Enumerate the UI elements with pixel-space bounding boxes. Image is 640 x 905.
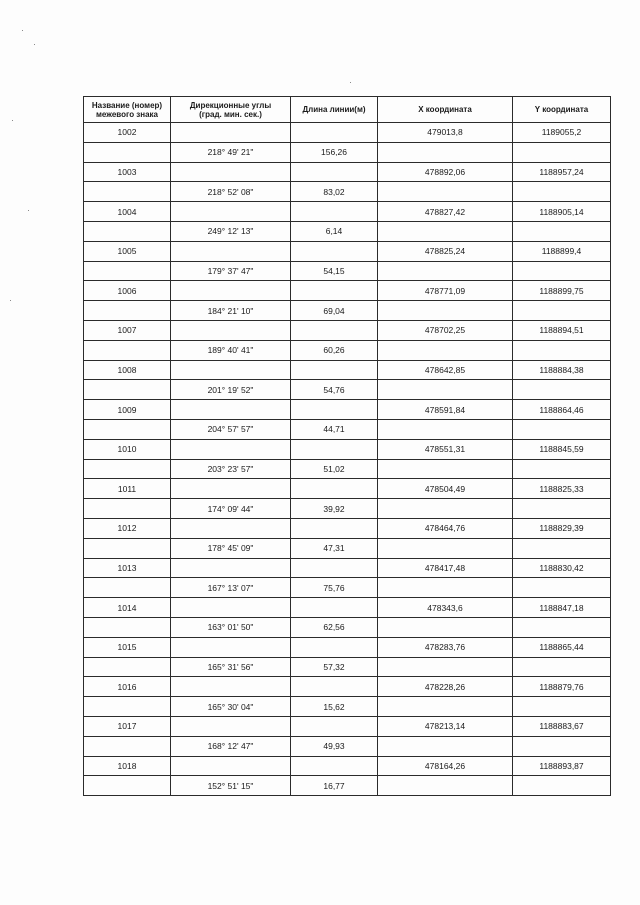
header-marker-name-line1: Название (номер) [91,100,163,110]
line-length-cell: 6,14 [291,221,378,241]
x-coordinate-cell [378,578,513,598]
bearing-cell: 218° 52' 08" [171,182,291,202]
table-row-segment [84,736,611,756]
y-coordinate-cell [513,261,611,281]
x-coordinate-cell [378,182,513,202]
marker-name-cell [84,776,171,796]
x-coordinate-cell: 478771,09 [378,281,513,301]
bearing-cell: 189° 40' 41" [171,340,291,360]
y-coordinate-cell: 1188879,76 [513,677,611,697]
scan-speck [10,300,11,301]
marker-name-cell [84,182,171,202]
table-row-marker [84,558,611,578]
x-coordinate-cell: 478283,76 [378,637,513,657]
table-row-segment [84,578,611,598]
line-length-cell: 83,02 [291,182,378,202]
table-row-segment [84,776,611,796]
table-row-marker [84,123,611,143]
bearing-cell: 152° 51' 15" [171,776,291,796]
x-coordinate-cell [378,617,513,637]
y-coordinate-cell [513,657,611,677]
x-coordinate-cell [378,261,513,281]
marker-name-cell [84,736,171,756]
marker-name-cell: 1002 [84,123,171,143]
y-coordinate-cell [513,380,611,400]
table-row-marker [84,756,611,776]
bearing-cell [171,518,291,538]
line-length-cell [291,677,378,697]
table-row-segment [84,697,611,717]
marker-name-cell: 1013 [84,558,171,578]
y-coordinate-cell: 1188957,24 [513,162,611,182]
x-coordinate-cell: 479013,8 [378,123,513,143]
table-row-segment [84,142,611,162]
line-length-cell [291,281,378,301]
marker-name-cell: 1010 [84,439,171,459]
table-row-marker [84,162,611,182]
bearing-cell: 203° 23' 57" [171,459,291,479]
y-coordinate-cell: 1188905,14 [513,202,611,222]
line-length-cell: 75,76 [291,578,378,598]
x-coordinate-cell: 478702,25 [378,320,513,340]
header-bearing-line1: Дирекционные углы [189,100,272,110]
line-length-cell [291,479,378,499]
table-row-marker [84,479,611,499]
x-coordinate-cell: 478228,26 [378,677,513,697]
line-length-cell: 54,76 [291,380,378,400]
x-coordinate-cell: 478827,42 [378,202,513,222]
bearing-cell: 178° 45' 09" [171,538,291,558]
table-row-segment [84,221,611,241]
table-row-marker [84,202,611,222]
line-length-cell [291,756,378,776]
x-coordinate-cell [378,657,513,677]
line-length-cell: 57,32 [291,657,378,677]
marker-name-cell: 1008 [84,360,171,380]
bearing-cell [171,677,291,697]
bearing-cell: 218° 49' 21" [171,142,291,162]
y-coordinate-cell: 1188830,42 [513,558,611,578]
line-length-cell [291,162,378,182]
table-row-marker [84,677,611,697]
line-length-cell [291,241,378,261]
bearing-cell [171,281,291,301]
table-row-segment [84,499,611,519]
marker-name-cell: 1006 [84,281,171,301]
marker-name-cell: 1011 [84,479,171,499]
line-length-cell: 51,02 [291,459,378,479]
x-coordinate-cell [378,419,513,439]
marker-name-cell: 1018 [84,756,171,776]
table-row-segment [84,538,611,558]
y-coordinate-cell [513,538,611,558]
x-coordinate-cell: 478343,6 [378,598,513,618]
y-coordinate-cell [513,736,611,756]
bearing-cell [171,479,291,499]
y-coordinate-cell [513,776,611,796]
y-coordinate-cell: 1188845,59 [513,439,611,459]
marker-name-cell [84,578,171,598]
marker-name-cell: 1005 [84,241,171,261]
y-coordinate-cell: 1188847,18 [513,598,611,618]
y-coordinate-cell: 1189055,2 [513,123,611,143]
header-bearing [171,97,291,123]
line-length-cell: 60,26 [291,340,378,360]
table-row-marker [84,518,611,538]
x-coordinate-cell: 478504,49 [378,479,513,499]
scan-speck [350,82,351,83]
x-coordinate-cell [378,697,513,717]
bearing-cell [171,162,291,182]
scan-speck [28,210,29,211]
bearing-cell: 204° 57' 57" [171,419,291,439]
marker-name-cell: 1015 [84,637,171,657]
table-row-marker [84,598,611,618]
x-coordinate-cell: 478164,26 [378,756,513,776]
bearing-cell [171,558,291,578]
table-row-segment [84,182,611,202]
bearing-cell [171,756,291,776]
x-coordinate-cell [378,776,513,796]
marker-name-cell [84,261,171,281]
line-length-cell: 16,77 [291,776,378,796]
header-marker-name-line2: межевого знака [95,109,159,119]
marker-name-cell [84,142,171,162]
table-body [84,123,611,796]
line-length-cell [291,716,378,736]
line-length-cell [291,400,378,420]
marker-name-cell: 1004 [84,202,171,222]
table-row-marker [84,716,611,736]
scan-speck [12,120,13,121]
y-coordinate-cell [513,182,611,202]
y-coordinate-cell: 1188884,38 [513,360,611,380]
line-length-cell: 156,26 [291,142,378,162]
line-length-cell: 39,92 [291,499,378,519]
y-coordinate-cell: 1188825,33 [513,479,611,499]
x-coordinate-cell [378,459,513,479]
bearing-cell: 167° 13' 07" [171,578,291,598]
y-coordinate-cell [513,697,611,717]
table-row-segment [84,380,611,400]
x-coordinate-cell [378,736,513,756]
marker-name-cell: 1017 [84,716,171,736]
bearing-cell [171,400,291,420]
line-length-cell: 15,62 [291,697,378,717]
marker-name-cell: 1016 [84,677,171,697]
line-length-cell [291,123,378,143]
y-coordinate-cell [513,499,611,519]
line-length-cell: 54,15 [291,261,378,281]
line-length-cell: 44,71 [291,419,378,439]
marker-name-cell [84,657,171,677]
y-coordinate-cell [513,301,611,321]
marker-name-cell [84,340,171,360]
y-coordinate-cell [513,221,611,241]
marker-name-cell: 1009 [84,400,171,420]
x-coordinate-cell [378,499,513,519]
y-coordinate-cell [513,578,611,598]
bearing-cell [171,123,291,143]
bearing-cell [171,637,291,657]
table-row-marker [84,439,611,459]
x-coordinate-cell: 478417,48 [378,558,513,578]
x-coordinate-cell: 478591,84 [378,400,513,420]
table-row-marker [84,637,611,657]
x-coordinate-cell: 478642,85 [378,360,513,380]
y-coordinate-cell: 1188865,44 [513,637,611,657]
line-length-cell [291,360,378,380]
boundary-coordinates-table [83,96,611,796]
header-y-coordinate: Y координата [513,97,611,123]
x-coordinate-cell: 478551,31 [378,439,513,459]
marker-name-cell: 1012 [84,518,171,538]
line-length-cell [291,202,378,222]
marker-name-cell [84,419,171,439]
table-row-marker [84,320,611,340]
marker-name-cell [84,221,171,241]
table-row-segment [84,261,611,281]
x-coordinate-cell [378,340,513,360]
y-coordinate-cell: 1188893,87 [513,756,611,776]
table-row-segment [84,340,611,360]
y-coordinate-cell: 1188829,39 [513,518,611,538]
marker-name-cell [84,459,171,479]
x-coordinate-cell: 478825,24 [378,241,513,261]
marker-name-cell [84,617,171,637]
y-coordinate-cell: 1188894,51 [513,320,611,340]
marker-name-cell: 1007 [84,320,171,340]
bearing-cell [171,439,291,459]
y-coordinate-cell [513,340,611,360]
line-length-cell [291,439,378,459]
y-coordinate-cell: 1188899,75 [513,281,611,301]
line-length-cell [291,637,378,657]
table-row-marker [84,360,611,380]
y-coordinate-cell [513,419,611,439]
scan-speck [34,44,35,45]
table-row-segment [84,657,611,677]
table-row-segment [84,301,611,321]
line-length-cell: 69,04 [291,301,378,321]
line-length-cell: 62,56 [291,617,378,637]
bearing-cell [171,202,291,222]
line-length-cell: 47,31 [291,538,378,558]
bearing-cell [171,360,291,380]
table-header-row [84,97,611,123]
table-row-marker [84,241,611,261]
bearing-cell: 163° 01' 50" [171,617,291,637]
bearing-cell: 249° 12' 13" [171,221,291,241]
x-coordinate-cell: 478464,76 [378,518,513,538]
header-marker-name [84,97,171,123]
y-coordinate-cell [513,617,611,637]
bearing-cell: 184° 21' 10" [171,301,291,321]
marker-name-cell [84,301,171,321]
header-x-coordinate: X координата [378,97,513,123]
bearing-cell [171,320,291,340]
y-coordinate-cell: 1188883,67 [513,716,611,736]
bearing-cell [171,241,291,261]
y-coordinate-cell: 1188899,4 [513,241,611,261]
scan-speck [22,30,23,31]
bearing-cell: 165° 30' 04" [171,697,291,717]
table-row-segment [84,419,611,439]
bearing-cell: 168° 12' 47" [171,736,291,756]
bearing-cell [171,598,291,618]
marker-name-cell [84,380,171,400]
x-coordinate-cell [378,142,513,162]
header-line-length: Длина линии(м) [291,97,378,123]
marker-name-cell: 1003 [84,162,171,182]
y-coordinate-cell [513,459,611,479]
line-length-cell [291,558,378,578]
table-row-marker [84,400,611,420]
bearing-cell: 165° 31' 56" [171,657,291,677]
marker-name-cell [84,697,171,717]
bearing-cell: 201° 19' 52" [171,380,291,400]
marker-name-cell [84,499,171,519]
table-row-marker [84,281,611,301]
x-coordinate-cell [378,380,513,400]
line-length-cell [291,518,378,538]
marker-name-cell: 1014 [84,598,171,618]
table-row-segment [84,459,611,479]
y-coordinate-cell: 1188864,46 [513,400,611,420]
line-length-cell [291,598,378,618]
table-row-segment [84,617,611,637]
x-coordinate-cell [378,538,513,558]
x-coordinate-cell [378,301,513,321]
header-bearing-line2: (град. мин. сек.) [199,109,262,119]
x-coordinate-cell [378,221,513,241]
bearing-cell [171,716,291,736]
line-length-cell [291,320,378,340]
bearing-cell: 174° 09' 44" [171,499,291,519]
y-coordinate-cell [513,142,611,162]
x-coordinate-cell: 478892,06 [378,162,513,182]
x-coordinate-cell: 478213,14 [378,716,513,736]
line-length-cell: 49,93 [291,736,378,756]
marker-name-cell [84,538,171,558]
bearing-cell: 179° 37' 47" [171,261,291,281]
